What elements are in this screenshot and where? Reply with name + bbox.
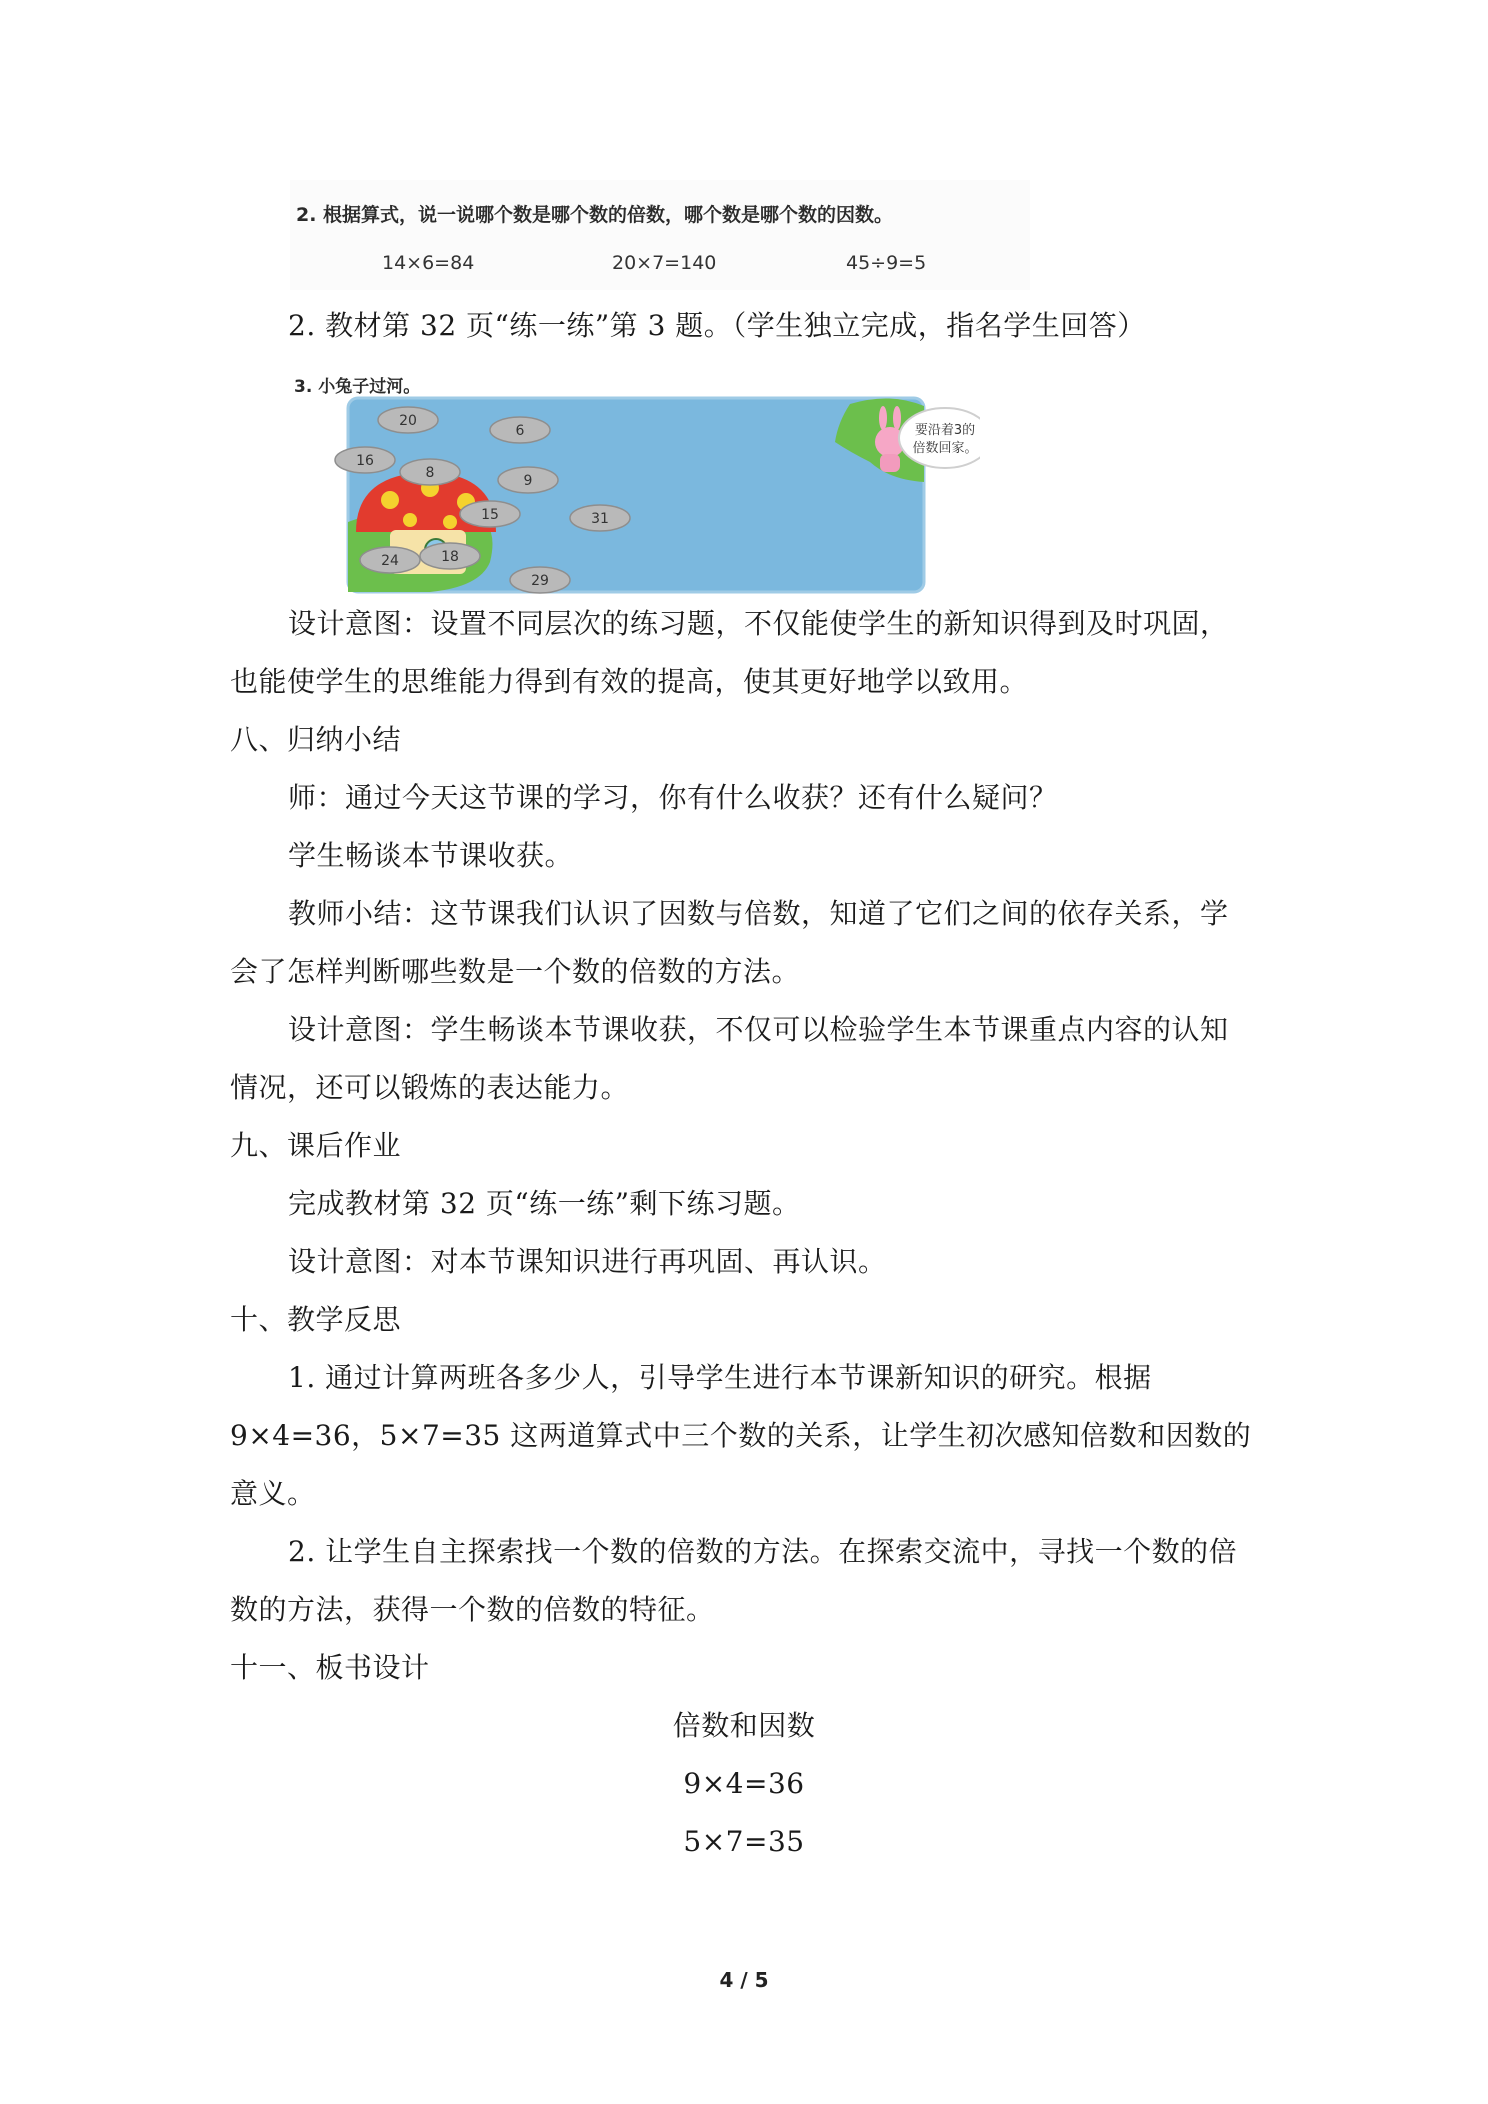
text-line: 也能使学生的思维能力得到有效的提高，使其更好地学以致用。 — [230, 665, 1029, 698]
board-equation-1: 9×4=36 — [683, 1767, 805, 1800]
exercise-title: 3. 小兔子过河。 — [294, 377, 421, 397]
section-heading: 十、教学反思 — [230, 1303, 402, 1336]
text-line: 设计意图：对本节课知识进行再巩固、再认识。 — [288, 1245, 887, 1278]
equation-3: 45÷9=5 — [846, 252, 927, 274]
section-heading: 九、课后作业 — [230, 1129, 402, 1162]
text-line: 意义。 — [230, 1477, 316, 1510]
text-line: 2. 让学生自主探索找一个数的倍数的方法。在探索交流中，寻找一个数的倍 — [288, 1535, 1238, 1568]
stone-31: 31 — [591, 511, 609, 527]
stone-24: 24 — [381, 553, 399, 569]
equation-2: 20×7=140 — [612, 252, 717, 274]
page-number: 4 / 5 — [719, 1968, 769, 1992]
board-title: 倍数和因数 — [672, 1709, 816, 1742]
exercise-question: 2. 根据算式，说一说哪个数是哪个数的倍数，哪个数是哪个数的因数。 — [296, 204, 894, 226]
section-heading: 八、归纳小结 — [230, 723, 402, 756]
stone-20: 20 — [399, 413, 417, 429]
text-line: 师：通过今天这节课的学习，你有什么收获？还有什么疑问？ — [288, 781, 1058, 814]
speech-text-2: 倍数回家。 — [912, 441, 978, 456]
river-figure — [290, 362, 980, 594]
text-line: 情况，还可以锻炼的表达能力。 — [230, 1071, 630, 1104]
stone-6: 6 — [515, 423, 525, 439]
exercise-figure — [290, 180, 1030, 290]
equation-1: 14×6=84 — [382, 252, 475, 274]
speech-text-1: 要沿着3的 — [914, 423, 976, 438]
text-line: 数的方法，获得一个数的倍数的特征。 — [230, 1593, 715, 1626]
text-line: 会了怎样判断哪些数是一个数的倍数的方法。 — [230, 955, 801, 988]
section-heading: 十一、板书设计 — [230, 1651, 430, 1684]
stone-9: 9 — [523, 473, 533, 489]
text-line: 9×4=36，5×7=35 这两道算式中三个数的关系，让学生初次感知倍数和因数的 — [230, 1419, 1252, 1452]
text-line: 2. 教材第 32 页“练一练”第 3 题。（学生独立完成，指名学生回答） — [288, 309, 1146, 342]
stone-29: 29 — [531, 573, 549, 589]
stone-8: 8 — [425, 465, 435, 481]
text-line: 完成教材第 32 页“练一练”剩下练习题。 — [288, 1187, 801, 1220]
text-line: 设计意图：学生畅谈本节课收获，不仅可以检验学生本节课重点内容的认知 — [288, 1013, 1229, 1046]
text-line: 1. 通过计算两班各多少人，引导学生进行本节课新知识的研究。根据 — [288, 1361, 1152, 1394]
text-line: 教师小结：这节课我们认识了因数与倍数，知道了它们之间的依存关系，学 — [288, 897, 1229, 930]
board-equation-2: 5×7=35 — [683, 1825, 805, 1858]
text-line: 学生畅谈本节课收获。 — [288, 839, 574, 872]
stone-16: 16 — [356, 453, 374, 469]
stone-15: 15 — [481, 507, 499, 523]
text-line: 设计意图：设置不同层次的练习题，不仅能使学生的新知识得到及时巩固， — [288, 607, 1229, 640]
stone-18: 18 — [441, 549, 459, 565]
speech-bubble — [899, 408, 980, 468]
